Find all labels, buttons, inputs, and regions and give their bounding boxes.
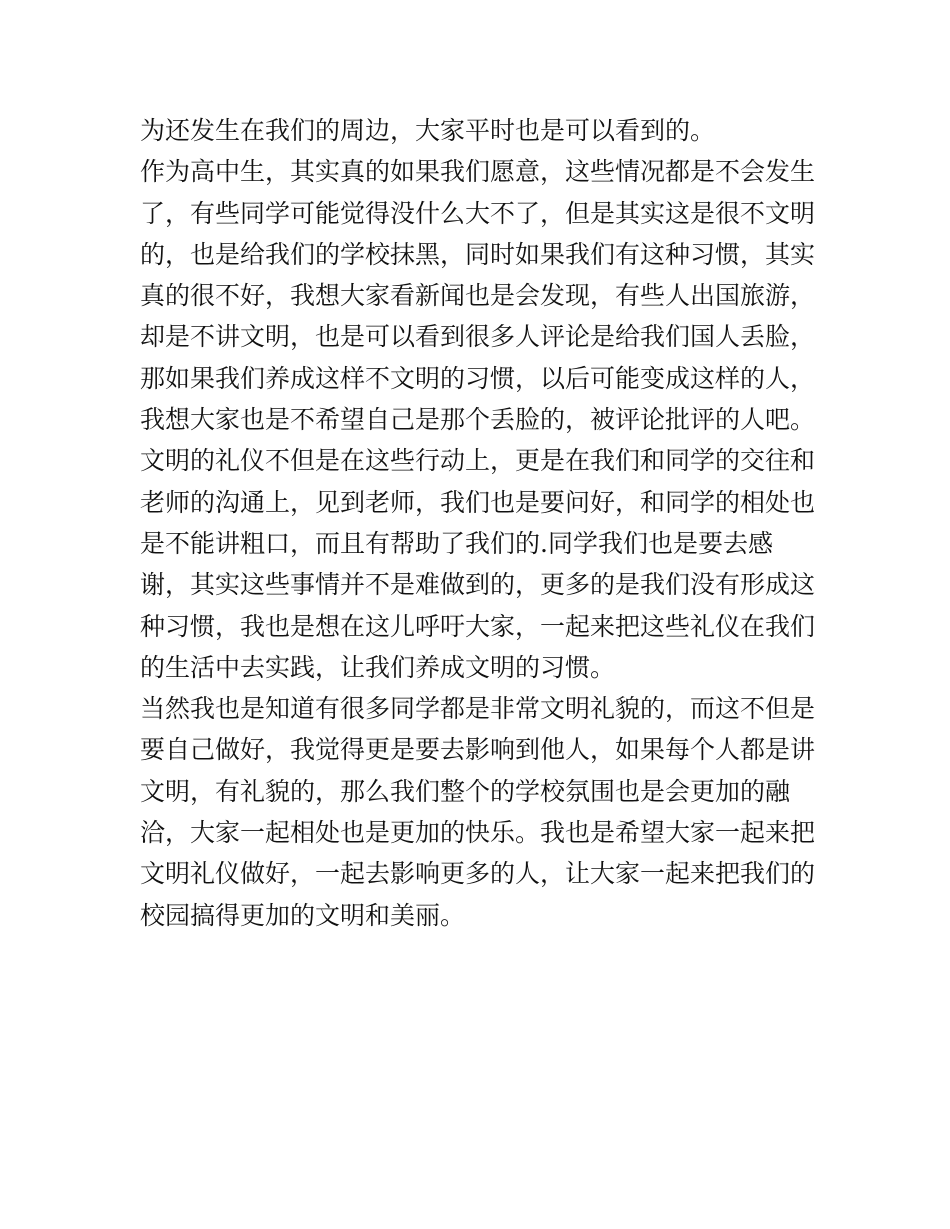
text-line: 老师的沟通上，见到老师，我们也是要问好，和同学的相处也 [140, 487, 816, 517]
text-line: 文明的礼仪不但是在这些行动上，更是在我们和同学的交往和 [140, 446, 816, 476]
text-line: 种习惯，我也是想在这儿呼吁大家，一起来把这些礼仪在我们 [140, 611, 816, 641]
text-line: 的，也是给我们的学校抹黑，同时如果我们有这种习惯，其实 [140, 239, 816, 269]
text-line: 为还发生在我们的周边，大家平时也是可以看到的。 [140, 116, 716, 145]
text-line: 那如果我们养成这样不文明的习惯，以后可能变成这样的人， [140, 363, 816, 393]
text-line: 谢，其实这些事情并不是难做到的，更多的是我们没有形成这 [140, 570, 816, 600]
text-line: 的生活中去实践，让我们养成文明的习惯。 [140, 652, 616, 682]
text-line: 文明，有礼貌的，那么我们整个的学校氛围也是会更加的融 [140, 776, 791, 806]
text-line: 作为高中生，其实真的如果我们愿意，这些情况都是不会发生 [140, 157, 816, 187]
text-line: 我想大家也是不希望自己是那个丢脸的，被评论批评的人吧。 [140, 405, 816, 435]
text-line: 真的很不好，我想大家看新闻也是会发现，有些人出国旅游， [140, 281, 816, 311]
text-line: 当然我也是知道有很多同学都是非常文明礼貌的，而这不但是 [140, 694, 816, 724]
text-line: 洽，大家一起相处也是更加的快乐。我也是希望大家一起来把 [140, 818, 816, 848]
text-line: 是不能讲粗口，而且有帮助了我们的.同学我们也是要去感 [140, 528, 773, 558]
text-line: 文明礼仪做好，一起去影响更多的人，让大家一起来把我们的 [140, 859, 816, 889]
text-line: 要自己做好，我觉得更是要去影响到他人，如果每个人都是讲 [140, 735, 816, 765]
body-text [140, 110, 830, 936]
text-line: 了，有些同学可能觉得没什么大不了，但是其实这是很不文明 [140, 198, 816, 228]
text-line: 却是不讲文明，也是可以看到很多人评论是给我们国人丢脸， [140, 322, 816, 352]
text-line: 校园搞得更加的文明和美丽。 [140, 900, 466, 930]
